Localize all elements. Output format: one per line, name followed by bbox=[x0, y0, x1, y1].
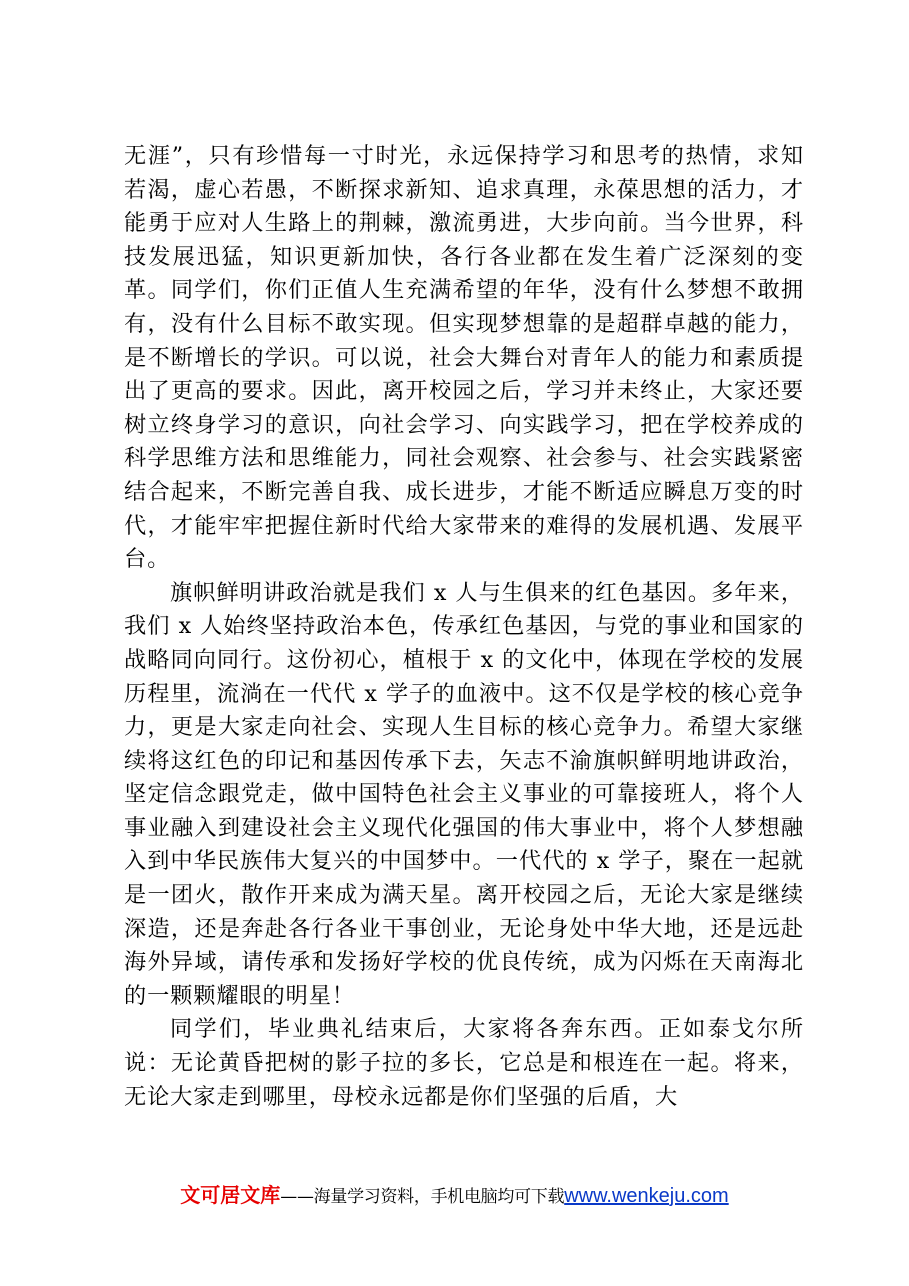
footer-brand-name: 文可居文库 bbox=[180, 1183, 281, 1207]
footer-tagline: ——海量学习资料，手机电脑均可下载 bbox=[280, 1187, 565, 1207]
paragraph-continued: 无涯”，只有珍惜每一寸时光，永远保持学习和思考的热情，求知若渴，虚心若愚，不断探求新知、追求真理，永葆思想的活力，才能勇于应对人生路上的荆棘，激流勇进，大步向前。当今世界，科技发展迅猛，知识更新加快，各行各业都在发生着广泛深刻的变革。同学们，你们正值人生充满希望的年华，没有什么梦想不敢拥有，没有什么目标不敢实现。但实现梦想靠的是超群卓越的能力，是不断增长的学识。可以说，社会大舞台对青年人的能力和素质提出了更高的要求。因此，离开校园之后，学习并未终止，大家还要树立终身学习的意识，向社会学习、向实践学习，把在学校养成的科学思维方法和思维能力，同社会观察、社会参与、社会实践紧密结合起来，不断完善自我、成长进步，才能不断适应瞬息万变的时代，才能牢牢把握住新时代给大家带来的难得的发展机遇、发展平台。 bbox=[124, 143, 804, 573]
footer-banner bbox=[0, 1179, 909, 1213]
document-body bbox=[124, 140, 804, 1114]
paragraph-closing: 同学们，毕业典礼结束后，大家将各奔东西。正如泰戈尔所说：无论黄昏把树的影子拉的多长，它总是和根连在一起。将来，无论大家走到哪里，母校永远都是你们坚强的后盾，大 bbox=[124, 1016, 804, 1110]
paragraph-red-gene: 旗帜鲜明讲政治就是我们 x 人与生俱来的红色基因。多年来，我们 x 人始终坚持政治本色，传承红色基因，与党的事业和国家的战略同向同行。这份初心，植根于 x 的文化中，体现在学校的发展历程里，流淌在一代代 x 学子的血液中。这不仅是学校的核心竞争力，更是大家走向社会、实现人生目标的核心竞争力。希望大家继续将这红色的印记和基因传承下去，矢志不渝旗帜鲜明地讲政治，坚定信念跟党走，做中国特色社会主义事业的可靠接班人，将个人事业融入到建设社会主义现代化强国的伟大事业中，将个人梦想融入到中华民族伟大复兴的中国梦中。一代代的 x 学子，聚在一起就是一团火，散作开来成为满天星。离开校园之后，无论大家是继续深造，还是奔赴各行各业干事创业，无论身处中华大地，还是远赴海外异域，请传承和发扬好学校的优良传统，成为闪烁在天南海北的一颗颗耀眼的明星！ bbox=[124, 579, 804, 1009]
footer-website-link[interactable]: www.wenkeju.com bbox=[564, 1185, 729, 1207]
